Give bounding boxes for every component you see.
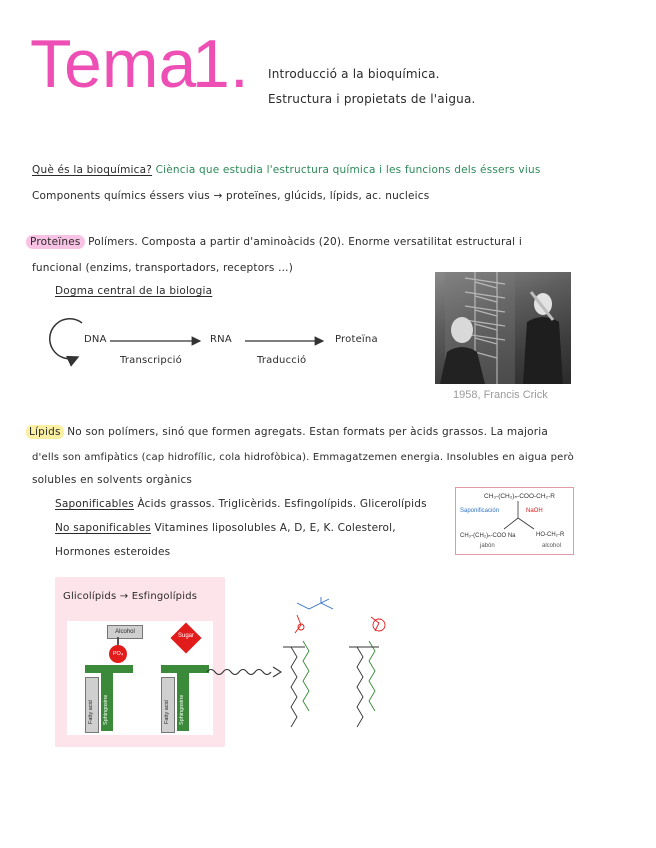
proteines-text1: Polímers. Composta a partir d'aminoàcids (20). Enorme versatilitat estructural i (88, 236, 522, 248)
hormones-line: Hormones esteroides (55, 546, 171, 558)
left-fatty-acid-label: Fatty acid (88, 700, 94, 724)
phosphate-groups (295, 615, 385, 633)
saponificables-label: Saponificables (55, 498, 134, 510)
squiggle-arrow (205, 662, 285, 682)
glico-title: Glicolípids → Esfingolípids (63, 591, 198, 602)
page-title-number: 1. (192, 26, 249, 102)
dogma-protein: Proteïna (335, 334, 378, 345)
intro-answer: Ciència que estudia l'estructura química i les funcions dels éssers vius (155, 164, 541, 176)
right-head-bar (161, 665, 209, 673)
reaction-reactant: CH₃-(CH₂)ₙ-COO-CH₂-R (484, 493, 555, 500)
alcohol-label: Alcohol (107, 625, 143, 639)
proteines-label: Proteïnes (26, 235, 85, 249)
dogma-title: Dogma central de la biologia (55, 285, 213, 297)
crick-photo (435, 272, 571, 384)
left-sphingosine (101, 673, 113, 731)
dogma-transcription: Transcripció (120, 355, 182, 366)
subtitle-line1: Introducció a la bioquímica. (268, 67, 440, 81)
intro-question: Què és la bioquímica? (32, 164, 153, 176)
saponificables-line (55, 498, 427, 510)
no-saponificables-text: Vitamines liposolubles A, D, E, K. Colesterol, (154, 522, 396, 534)
right-sphingosine (177, 673, 189, 731)
crick-photo-illustration (435, 272, 571, 384)
left-sphingosine-label: Sphingosine (103, 694, 109, 725)
lipids-label: Lípids (26, 425, 64, 439)
saponificables-text: Àcids grassos. Triglicèrids. Esfingolípids. Glicerolípids (137, 498, 427, 510)
saponification-box (455, 487, 574, 555)
right-sphingosine-label: Sphingosine (179, 694, 185, 725)
dogma-rna: RNA (210, 334, 232, 345)
intro-line1 (32, 164, 541, 176)
reaction-product1-name: jabón (480, 543, 495, 549)
proteines-line1 (26, 236, 522, 248)
sphingosine-backbones (303, 641, 375, 711)
glico-diagram (67, 621, 213, 735)
dogma-translation: Traducció (257, 355, 307, 366)
reaction-product2-name: alcohol (542, 543, 562, 549)
choline-group (297, 597, 333, 609)
lipids-text2: d'ells son amfipàtics (cap hidrofílic, cola hidrofòbica). Emmagatzemen energia. Insolubles en aigua però (32, 452, 574, 463)
reaction-reagent: NaOH (526, 508, 543, 514)
photo-caption: 1958, Francis Crick (453, 389, 548, 401)
proteines-text2: funcional (enzims, transportadors, receptors ...) (32, 262, 294, 274)
page-title-tema: Tema (30, 26, 197, 102)
no-saponificables-label: No saponificables (55, 522, 151, 534)
sugar-label: Sugar (177, 633, 194, 639)
lipids-text3: solubles en solvents orgànics (32, 474, 193, 486)
lipids-text1: No son polímers, sinó que formen agregats. Estan formats per àcids grassos. La majoria (67, 426, 548, 438)
fatty-acid-chains (283, 647, 379, 727)
left-head-bar (85, 665, 133, 673)
right-fatty-acid (161, 677, 175, 733)
lipids-line1 (26, 426, 548, 438)
no-saponificables-line (55, 522, 396, 534)
glycolipid-box (55, 577, 225, 747)
right-fatty-acid-label: Fatty acid (164, 700, 170, 724)
left-fatty-acid (85, 677, 99, 733)
reaction-product1: CH₃-(CH₂)ₙ-COO Na (460, 533, 516, 539)
sphingolipid-structure (275, 595, 415, 745)
alcohol-link (117, 637, 119, 645)
reaction-product2: HO-CH₂-R (536, 532, 565, 538)
subtitle-line2: Estructura i propietats de l'aigua. (268, 92, 476, 106)
reaction-process: Saponificación (460, 508, 500, 514)
po4-label: PO₄ (109, 645, 127, 663)
intro-line2: Components químics éssers vius → proteïnes, glúcids, lípids, ac. nucleics (32, 190, 430, 202)
dogma-dna: DNA (84, 334, 107, 345)
replication-arrow (50, 319, 82, 359)
